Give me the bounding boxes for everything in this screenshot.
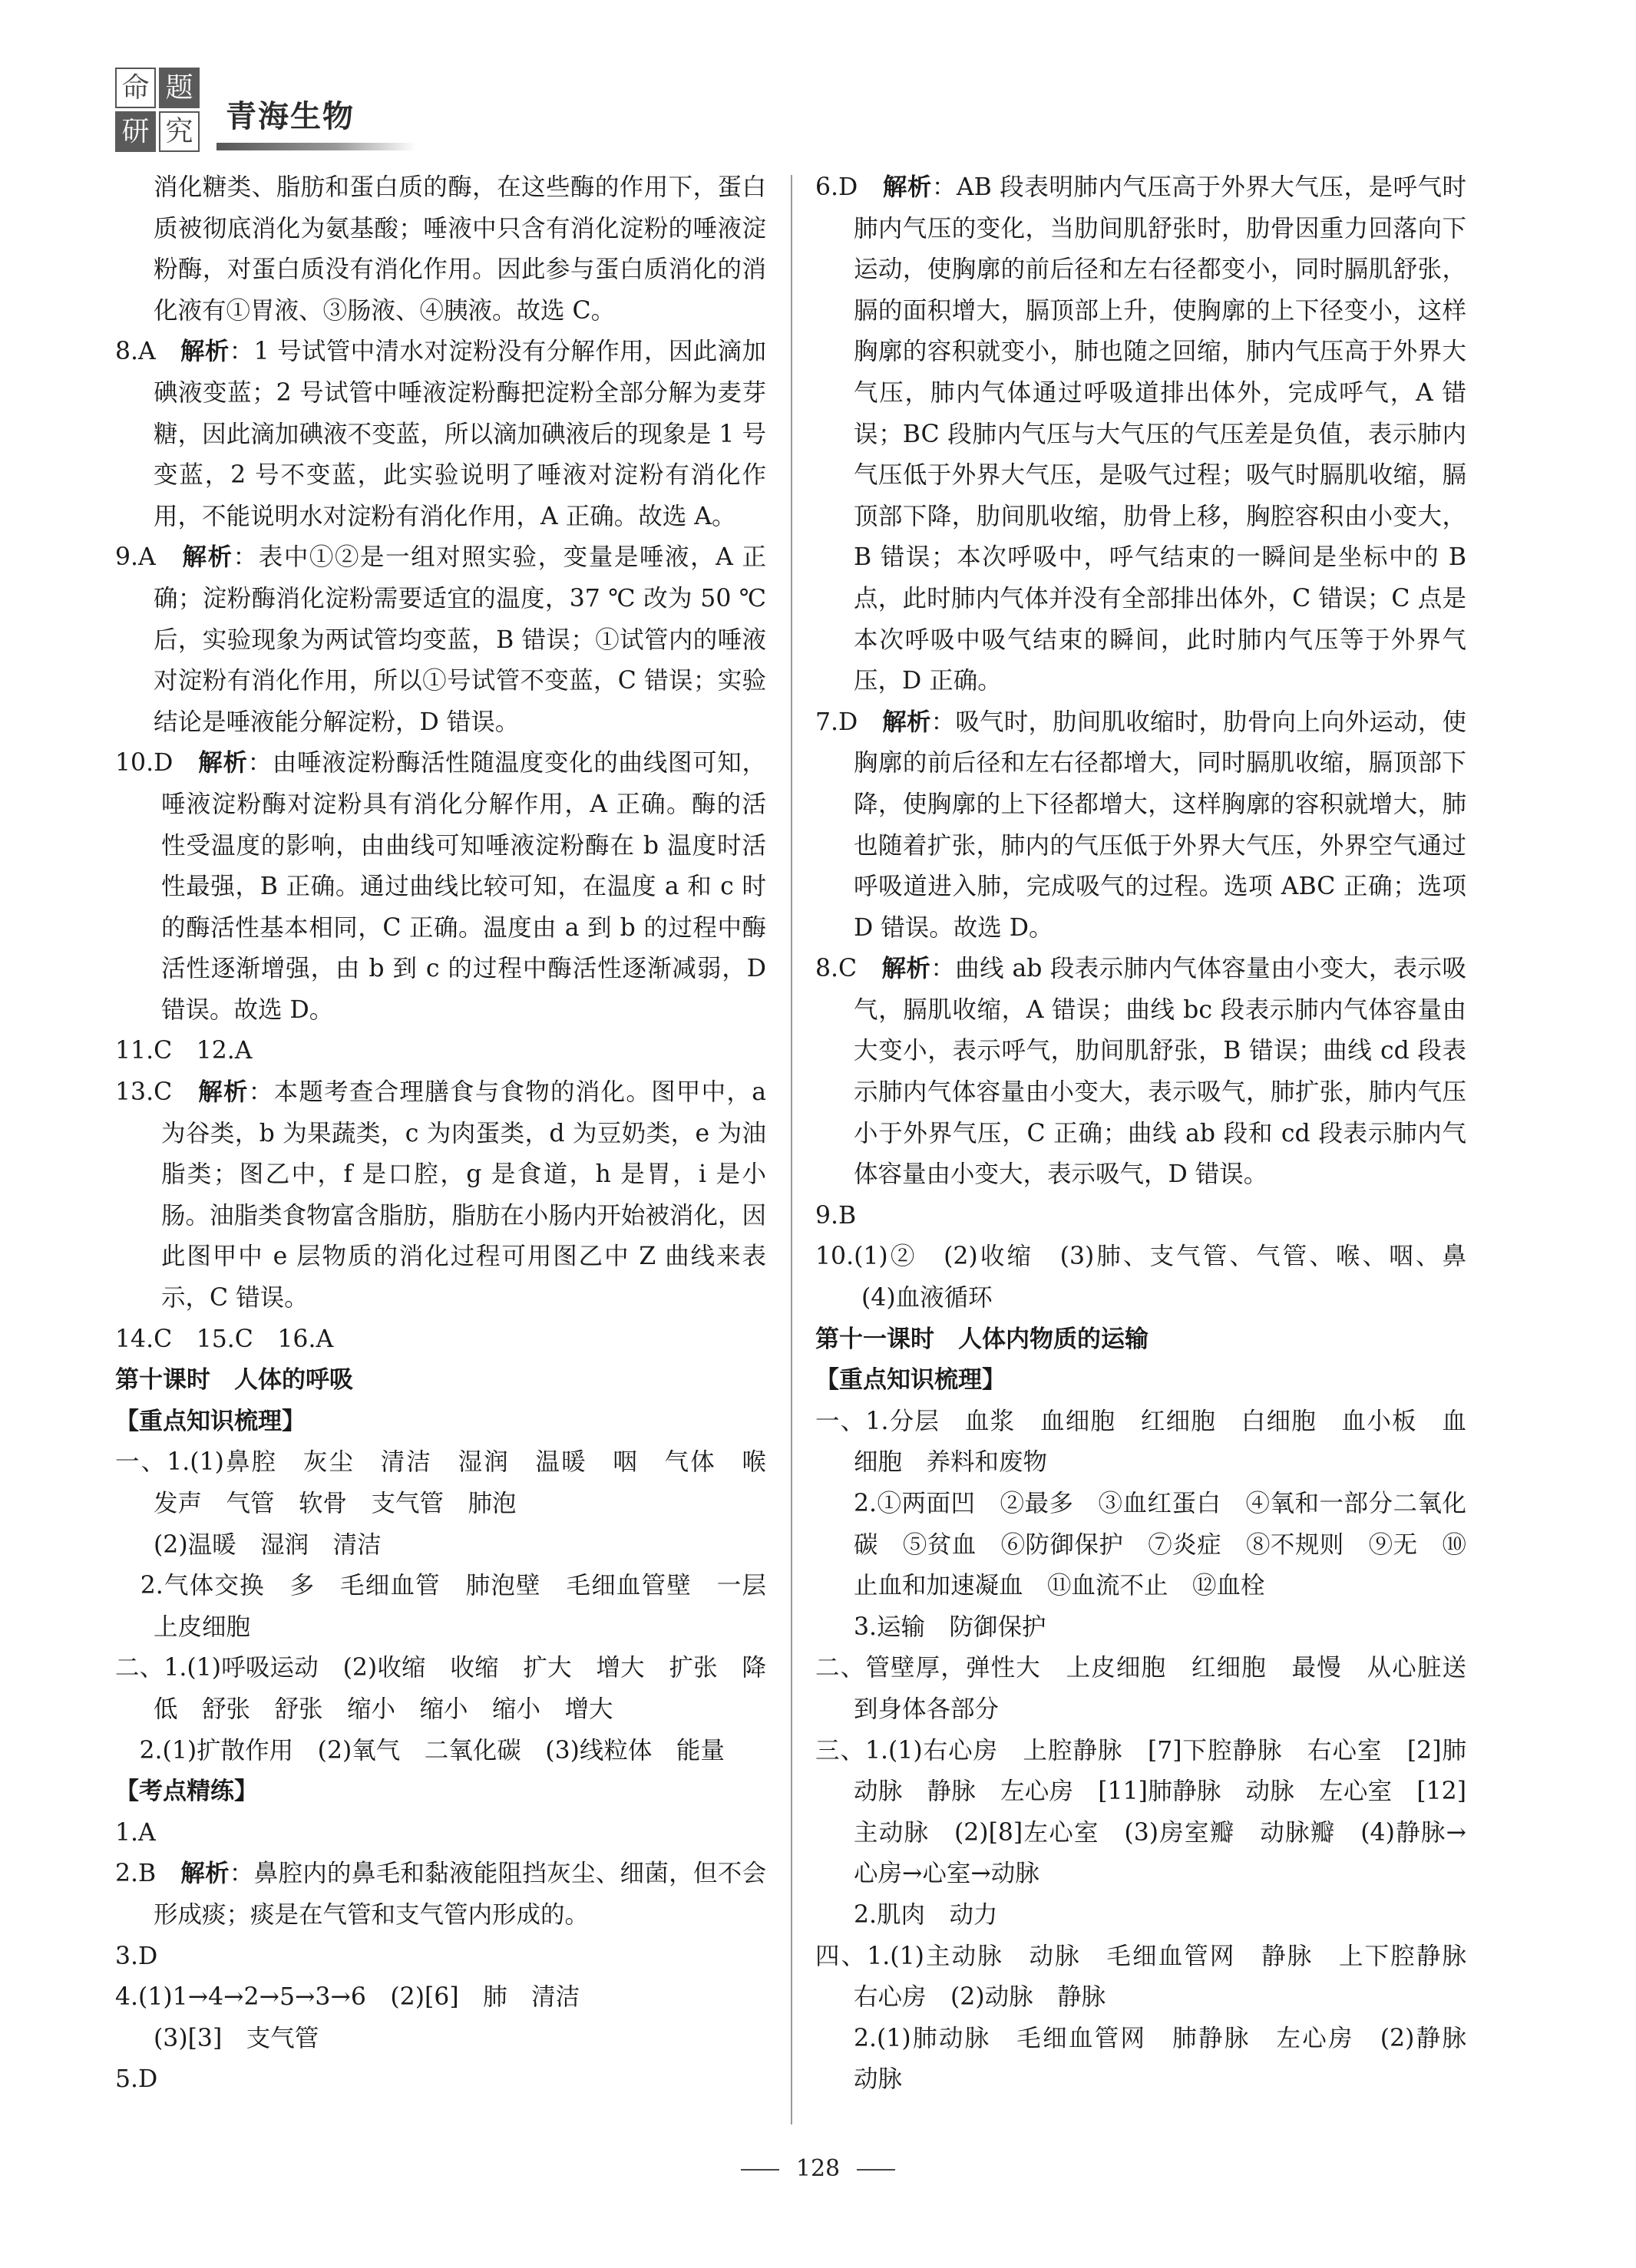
lesson-heading: 第十一课时 人体内物质的运输 [815,1325,1149,1353]
section-heading: 【重点知识梳理】 [815,1366,1006,1395]
answer-number: 10.D [115,749,174,777]
analysis-keyword: 解析 [881,955,931,983]
outline-item: 三、1.(1)右心房 上腔静脉 [7]下腔静脉 右心室 [2]肺动脉 静脉 左心房 [11]肺静脉 动脉 左心室 [12]主动脉 (2)[8]左心室 (3)房室瓣 动脉瓣 (4)静脉→心房→心室→动脉 [815,1736,1466,1888]
analysis-keyword: 解析 [182,543,233,572]
answer-item: 11.C 12.A [115,1037,253,1065]
logo-char: 研 [115,111,156,152]
section-heading: 【重点知识梳理】 [115,1407,306,1435]
answer-number: 13.C [115,1078,173,1107]
answer-text: ：吸气时，肋间肌收缩时，肋骨向上向外运动，使胸廓的前后径和左右径都增大，同时膈肌收缩，膈顶部下降，使胸廓的上下径都增大，这样胸廓的容积就增大，肺也随着扩张，肺内的气压低于外界大气压，外界空气通过呼吸道进入肺，完成吸气的过程。选项 ABC 正确；选项 D 错误。故选 D。 [854,708,1466,942]
outline-item: 一、1.(1)鼻腔 灰尘 清洁 湿润 温暖 咽 气体 喉 发声 气管 软骨 支气管 肺泡 [115,1448,791,1517]
answer-paragraph [115,332,766,537]
indented-text: (2)温暖 湿润 清洁 [154,1530,382,1559]
analysis-keyword: 解析 [198,749,248,777]
indented-text: 2.(1)肺动脉 毛细血管网 肺静脉 左心房 (2)静脉 动脉 [854,2024,1491,2094]
answer-item: 14.C 15.C 16.A [115,1325,334,1353]
answer-item: 1.A [115,1818,156,1847]
outline-item: 一、1.分层 血浆 血细胞 红细胞 白细胞 血小板 血细胞 养料和废物 [815,1407,1466,1477]
analysis-keyword: 解析 [180,338,230,366]
indented-text: 消化糖类、脂肪和蛋白质的酶，在这些酶的作用下，蛋白质被彻底消化为氨基酸；唾液中只含有消化淀粉的唾液淀粉酶，对蛋白质没有消化作用。因此参与蛋白质消化的消化液有①胃液、③肠液、④胰液。故选 C。 [154,173,766,325]
answer-paragraph [815,949,1466,1196]
indented-text: (3)[3] 支气管 [154,2024,319,2052]
answer-item: 9.B [815,1201,857,1230]
answer-text: ：鼻腔内的鼻毛和黏液能阻挡灰尘、细菌，但不会形成痰；痰是在气管和支气管内形成的。 [154,1860,766,1929]
indented-text: 2.肌肉 动力 [854,1900,998,1929]
outline-item: 2.气体交换 多 毛细血管 肺泡壁 毛细血管壁 一层上皮细胞 [115,1572,766,1641]
footer-dash [857,2169,895,2171]
footer-dash [741,2169,779,2171]
lesson-heading: 第十课时 人体的呼吸 [115,1366,353,1395]
answer-item: 5.D [115,2065,158,2094]
answer-item: 10.(1)② (2)收缩 (3)肺、支气管、气管、喉、咽、鼻 (4)血液循环 [815,1243,1491,1312]
analysis-keyword: 解析 [882,173,932,201]
answer-item: 3.D [115,1942,158,1970]
indented-text: 3.运输 防御保护 [854,1613,1046,1641]
answer-number: 6.D [815,173,858,201]
section-heading: 【考点精练】 [115,1778,258,1806]
page-number: 128 [795,2155,841,2182]
right-column [815,167,1491,2101]
header-decoration-bar [216,143,416,150]
logo-char: 命 [115,68,156,108]
answer-paragraph [115,743,766,1031]
indented-text: 2.①两面凹 ②最多 ③血红蛋白 ④氧和一部分二氧化碳 ⑤贫血 ⑥防御保护 ⑦炎症 ⑧不规则 ⑨无 ⑩止血和加速凝血 ⑪血流不止 ⑫血栓 [854,1490,1466,1600]
outline-item: 二、管壁厚，弹性大 上皮细胞 红细胞 最慢 从心脏送到身体各部分 [815,1654,1466,1723]
outline-item: 2.(1)扩散作用 (2)氧气 二氧化碳 (3)线粒体 能量 [115,1736,725,1765]
answer-number: 9.A [115,543,156,572]
page-number-footer [0,2155,1636,2182]
left-column [115,167,791,2101]
answer-text: ：曲线 ab 段表示肺内气体容量由小变大，表示吸气，膈肌收缩，A 错误；曲线 bc 段表示肺内气体容量由大变小，表示呼气，肋间肌舒张，B 错误；曲线 cd 段表示肺内气体容量由小变大，表示吸气，肺扩张，肺内气压小于外界气压，C 正确；曲线 ab 段和 cd 段表示肺内气体容量由小变大，表示吸气，D 错误。 [854,955,1466,1189]
column-divider [791,175,792,2124]
answer-number: 2.B [115,1860,157,1888]
analysis-keyword: 解析 [882,708,931,736]
answer-paragraph [115,1072,766,1319]
outline-item: 四、1.(1)主动脉 动脉 毛细血管网 静脉 上下腔静脉 右心房 (2)动脉 静脉 [815,1942,1491,2012]
answer-paragraph [815,702,1466,949]
analysis-keyword: 解析 [198,1078,249,1107]
logo [115,68,201,154]
answer-text: ：本题考查合理膳食与食物的消化。图甲中，a 为谷类，b 为果蔬类，c 为肉蛋类，d 为豆奶类，e 为油脂类；图乙中，f 是口腔，g 是食道，h 是胃，i 是小肠。油脂类食物富含脂肪，脂肪在小肠内开始被消化，因此图甲中 e 层物质的消化过程可用图乙中 Z 曲线来表示，C 错误。 [161,1078,766,1312]
answer-number: 8.A [115,338,156,366]
logo-char: 究 [159,111,200,152]
answer-text: ：AB 段表明肺内气压高于外界大气压，是呼气时肺内气压的变化，当肋间肌舒张时，肋骨因重力回落向下运动，使胸廓的前后径和左右径都变小，同时膈肌舒张，膈的面积增大，膈顶部上升，使胸廓的上下径变小，这样胸廓的容积就变小，肺也随之回缩，肺内气压高于外界大气压，肺内气体通过呼吸道排出体外，完成呼气，A 错误；BC 段肺内气压与大气压的气压差是负值，表示肺内气压低于外界大气压，是吸气过程；吸气时膈肌收缩，膈顶部下降，肋间肌收缩，肋骨上移，胸腔容积由小变大，B 错误；本次呼吸中，呼气结束的一瞬间是坐标中的 B 点，此时肺内气体并没有全部排出体外，C 错误；C 点是本次呼吸中吸气结束的瞬间，此时肺内气压等于外界气压，D 正确。 [854,173,1466,695]
answer-item: 4.(1)1→4→2→5→3→6 (2)[6] 肺 清洁 [115,1983,580,2012]
logo-char: 题 [159,68,200,108]
header-title: 青海生物 [226,99,355,134]
answer-text: ：由唾液淀粉酶活性随温度变化的曲线图可知，唾液淀粉酶对淀粉具有消化分解作用，A 正确。酶的活性受温度的影响，由曲线可知唾液淀粉酶在 b 温度时活性最强，B 正确。通过曲线比较可知，在温度 a 和 c 时的酶活性基本相同，C 正确。温度由 a 到 b 的过程中酶活性逐渐增强，由 b 到 c 的过程中酶活性逐渐减弱，D 错误。故选 D。 [161,749,766,1024]
answer-paragraph [115,1854,766,1936]
analysis-keyword: 解析 [180,1860,230,1888]
answer-paragraph [815,167,1466,702]
answer-text: ：1 号试管中清水对淀粉没有分解作用，因此滴加碘液变蓝；2 号试管中唾液淀粉酶把淀粉全部分解为麦芽糖，因此滴加碘液不变蓝，所以滴加碘液后的现象是 1 号变蓝，2 号不变蓝，此实验说明了唾液对淀粉有消化作用，不能说明水对淀粉有消化作用，A 正确。故选 A。 [154,338,766,530]
answer-number: 7.D [815,708,858,736]
answer-number: 8.C [815,955,858,983]
answer-paragraph [115,537,766,743]
outline-item: 二、1.(1)呼吸运动 (2)收缩 收缩 扩大 增大 扩张 降低 舒张 舒张 缩小 缩小 缩小 增大 [115,1654,766,1723]
answer-text: ：表中①②是一组对照实验，变量是唾液，A 正确；淀粉酶消化淀粉需要适宜的温度，37 ℃ 改为 50 ℃ 后，实验现象为两试管均变蓝，B 错误；①试管内的唾液对淀粉有消化作用，所以①号试管不变蓝，C 错误；实验结论是唾液能分解淀粉，D 错误。 [154,543,766,736]
